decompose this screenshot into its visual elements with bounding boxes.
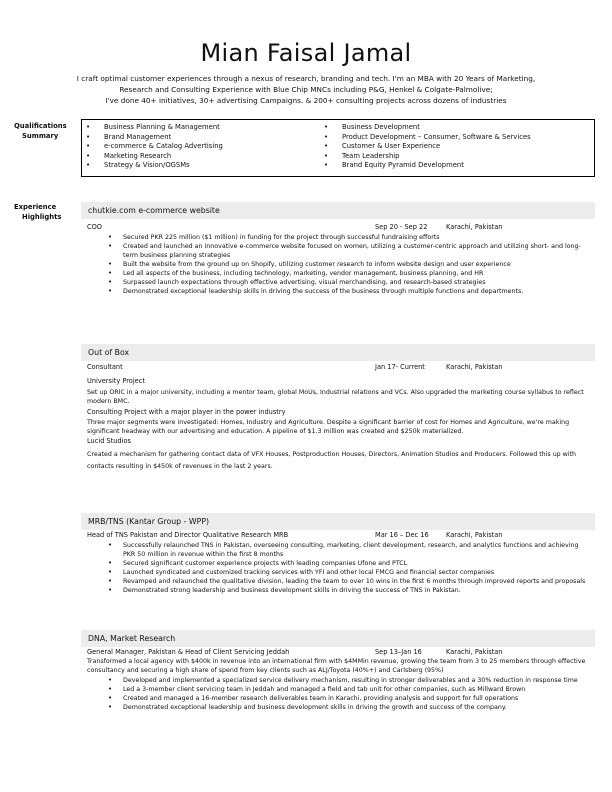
list-item: • Demonstrated exceptional leadership skills in driving the success of the business through multiple functions and departments. bbox=[81, 287, 595, 296]
role-dates: Sep 20 - Sep 22 bbox=[375, 223, 428, 231]
list-item: • Launched syndicated and customized tracking services with YFI and other local FMCG and financial sector companies bbox=[81, 568, 595, 577]
project-title: Lucid Studios bbox=[87, 437, 131, 445]
qualifications-left-list bbox=[82, 123, 223, 171]
project-title: University Project bbox=[87, 377, 145, 385]
list-item: • Built the website from the ground up on Shopify, utilizing customer research to inform website design and user experience bbox=[81, 260, 595, 269]
project-description: Set up ORIC in a major university, including a mentor team, global MoUs, Industrial relations and VCs. Also upgraded the marketing course syllabus to reflect modern BMC. bbox=[87, 388, 584, 405]
intro-line: I've done 40+ initiatives, 30+ advertising Campaigns. & 200+ consulting projects across dozens of industries bbox=[105, 96, 507, 105]
qualification-item: • Customer & User Experience bbox=[320, 142, 531, 152]
role-location: Karachi, Pakistan bbox=[446, 223, 503, 231]
intro-summary bbox=[20, 73, 592, 106]
qualification-item: • e-commerce & Catalog Advertising bbox=[82, 142, 223, 152]
project-description: Created a mechanism for gathering contact data of VFX Houses, Postproduction Houses, Directors, Animation Studios and Producers. Followed this up with contacts resulting in $450k of revenues in the last 2 years. bbox=[87, 450, 577, 470]
role-location: Karachi, Pakistan bbox=[446, 648, 503, 656]
qualification-item: • Business Development bbox=[320, 123, 531, 133]
achievements-list bbox=[81, 541, 595, 595]
experience-outofbox bbox=[81, 344, 595, 473]
role-title: Head of TNS Pakistan and Director Qualitative Research MRB bbox=[87, 531, 289, 539]
list-item: • Revamped and relaunched the qualitative division, leading the team to over 10 wins in the first 6 months through improved reports and proposals bbox=[81, 577, 595, 586]
experience-label-line: Experience bbox=[14, 203, 57, 211]
list-item: • Surpassed launch expectations through effective advertising, visual merchandising, and research-based strategies bbox=[81, 278, 595, 287]
list-item: • Developed and implemented a specialized service delivery mechanism, resulting in stronger deliverables and a 30% reduction in response time bbox=[81, 676, 595, 685]
experience-chutkie bbox=[81, 202, 595, 296]
achievements-list bbox=[81, 233, 595, 296]
qualification-item: • Brand Management bbox=[82, 133, 223, 143]
company-heading: MRB/TNS (Kantar Group - WPP) bbox=[81, 513, 595, 530]
experience-mrb-tns bbox=[81, 513, 595, 595]
role-dates: Mar 16 – Dec 16 bbox=[375, 531, 429, 539]
qualification-item: • Product Development – Consumer, Software & Services bbox=[320, 133, 531, 143]
project-title: Consulting Project with a major player in the power industry bbox=[87, 407, 286, 416]
qualifications-box bbox=[81, 119, 595, 177]
list-item: • Demonstrated exceptional leadership and business development skills in driving the growth and success of the company. bbox=[81, 703, 595, 712]
qualification-item: • Team Leadership bbox=[320, 152, 531, 162]
role-row bbox=[81, 222, 595, 232]
role-dates: Jan 17- Current bbox=[375, 363, 425, 371]
role-title: General Manager, Pakistan & Head of Client Servicing Jeddah bbox=[87, 648, 290, 656]
role-row bbox=[81, 362, 595, 372]
list-item: • Secured significant customer experience projects with leading companies Ufone and PTCL bbox=[81, 559, 595, 568]
list-item: • Successfully relaunched TNS in Pakistan, overseeing consulting, marketing, client development, research, and analytics functions and achieving PKR 50 million in revenue within the first 8 months bbox=[81, 541, 595, 559]
list-item: • Secured PKR 225 million ($1 million) in funding for the project through successful fundraising efforts bbox=[81, 233, 595, 242]
qualification-item: • Business Planning & Management bbox=[82, 123, 223, 133]
intro-line: I craft optimal customer experiences through a nexus of research, branding and tech. I'm an MBA with 20 Years of Marketing, bbox=[76, 74, 536, 83]
project-description: Three major segments were investigated: Homes, Industry and Agriculture. Despite a significant barrier of cost for Homes and Agriculture, we're making significant headway with our advertising and education. A pipeline of $1.3 million was created and $250k materialized. bbox=[87, 419, 570, 435]
experience-label bbox=[14, 203, 61, 222]
qualification-item: • Marketing Research bbox=[82, 152, 223, 162]
role-dates: Sep 13–Jan 16 bbox=[375, 648, 422, 656]
company-heading: chutkie.com e-commerce website bbox=[81, 202, 595, 219]
role-summary: Transformed a local agency with $400k in revenue into an international firm with $4MMin revenue, growing the team from 3 to 25 members through effective consultancy and securing a high share of spend from key clients such as ALJ/Toyota (40%+) and Carlsberg (95%) bbox=[87, 658, 586, 674]
company-heading: DNA, Market Research bbox=[81, 630, 595, 647]
role-row bbox=[81, 647, 595, 657]
qualifications-label-line: Qualifications bbox=[14, 122, 67, 130]
list-item: • Led all aspects of the business, including technology, marketing, vendor management, business planning, and HR bbox=[81, 269, 595, 278]
role-location: Karachi, Pakistan bbox=[446, 531, 503, 539]
company-heading: Out of Box bbox=[81, 344, 595, 361]
experience-dna bbox=[81, 630, 595, 712]
role-row bbox=[81, 530, 595, 540]
role-title: Consultant bbox=[87, 363, 123, 371]
role-location: Karachi, Pakistan bbox=[446, 363, 503, 371]
list-item: • Led a 3-member client servicing team in Jeddah and managed a field and tab unit for other companies, such as Millward Brown bbox=[81, 685, 595, 694]
qualification-item: • Strategy & Vision/OGSMs bbox=[82, 161, 223, 171]
list-item: • Created and managed a 16-member research deliverables team in Karachi, providing analysis and support for full operations bbox=[81, 694, 595, 703]
qualifications-label bbox=[14, 122, 67, 141]
resume-name: Mian Faisal Jamal bbox=[200, 39, 412, 67]
list-item: • Demonstrated strong leadership and business development skills in driving the success of TNS in Pakistan. bbox=[81, 586, 595, 595]
role-title: COO bbox=[87, 223, 102, 231]
achievements-list bbox=[81, 676, 595, 712]
list-item: • Created and launched an innovative e-commerce website focused on women, utilizing a customer-centric approach and utilizing short- and long-term business planning strategies bbox=[81, 242, 595, 260]
qualifications-right-list bbox=[320, 123, 531, 171]
qualification-item: • Brand Equity Pyramid Development bbox=[320, 161, 531, 171]
qualifications-label-line: Summary bbox=[22, 131, 59, 140]
intro-line: Research and Consulting Experience with Blue Chip MNCs including P&G, Henkel & Colgate-Palmolive; bbox=[119, 85, 493, 94]
experience-label-line: Highlights bbox=[22, 212, 62, 221]
